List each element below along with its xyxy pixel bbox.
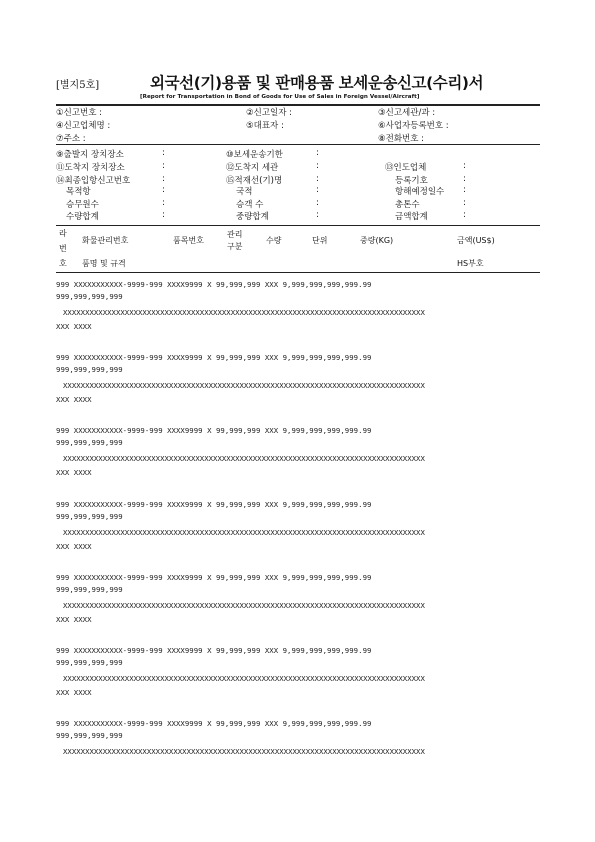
transport-field-1: ⑩보세운송기한 — [226, 150, 283, 160]
item-3-amount-line: 999,999,999,999 — [56, 511, 123, 521]
transport-field-6: ⑮적재선(기)명 — [226, 176, 283, 186]
form-number: [별지5호] — [56, 80, 100, 91]
transport-field-2: ⑪도착지 장치장소 — [56, 163, 125, 173]
item-6-main-line: 999 XXXXXXXXXXX-9999-999 XXXX9999 X 99,999,999 XXX 9,999,999,999,999.99 — [56, 719, 372, 729]
item-1-amount-line: 999,999,999,999 — [56, 365, 123, 375]
transport-field-16: 금액합계 — [395, 212, 428, 222]
transport-field-colon-10: : — [463, 185, 466, 195]
top-field-4: ⑤대표자 : — [246, 121, 284, 131]
transport-field-12: 승객 수 — [236, 200, 264, 210]
line-no-label-3: 호 — [59, 259, 67, 268]
item-1-description-line: XXXXXXXXXXXXXXXXXXXXXXXXXXXXXXXXXXXXXXXXXXXXXXXXXXXXXXXXXXXXXXXXXXXXXXXXXXXXXXXXXX — [63, 381, 425, 391]
top-field-7: ⑧전화번호 : — [378, 134, 425, 144]
transport-field-colon-16: : — [463, 210, 466, 220]
transport-field-colon-4: : — [463, 161, 466, 171]
form-subtitle: [Report for Transportation in Bond of Goods for Use of Sales in Foreign Vessel/Aircraft] — [140, 94, 420, 100]
item-4-description-line: XXXXXXXXXXXXXXXXXXXXXXXXXXXXXXXXXXXXXXXXXXXXXXXXXXXXXXXXXXXXXXXXXXXXXXXXXXXXXXXXXX — [63, 600, 425, 610]
top-field-2: ③신고세관/과 : — [378, 108, 436, 118]
transport-field-colon-5: : — [162, 174, 165, 184]
item-2-hs-line: XXX XXXX — [56, 468, 92, 478]
top-field-0: ①신고번호 : — [56, 108, 103, 118]
item-3-main-line: 999 XXXXXXXXXXX-9999-999 XXXX9999 X 99,999,999 XXX 9,999,999,999,999.99 — [56, 499, 372, 509]
transport-field-14: 수량합계 — [66, 212, 99, 222]
item-4-main-line: 999 XXXXXXXXXXX-9999-999 XXXX9999 X 99,999,999 XXX 9,999,999,999,999.99 — [56, 572, 372, 582]
item-6-amount-line: 999,999,999,999 — [56, 731, 123, 741]
item-5-hs-line: XXX XXXX — [56, 688, 92, 697]
transport-field-10: 항해예정일수 — [395, 187, 445, 197]
quantity-header: 수량 — [266, 236, 282, 245]
transport-field-15: 중량합계 — [236, 212, 269, 222]
top-field-3: ④신고업체명 : — [56, 121, 111, 131]
item-0-hs-line: XXX XXXX — [56, 322, 92, 331]
transport-field-colon-9: : — [316, 185, 319, 195]
item-0-amount-line: 999,999,999,999 — [56, 292, 123, 301]
transport-field-11: 승무원수 — [66, 200, 99, 210]
item-2-amount-line: 999,999,999,999 — [56, 438, 123, 448]
form-title: 외국선(기)용품 및 판매용품 보세운송신고(수리)서 — [150, 74, 484, 92]
transport-field-colon-14: : — [162, 210, 165, 220]
top-field-1: ②신고일자 : — [246, 108, 293, 118]
item-2-description-line: XXXXXXXXXXXXXXXXXXXXXXXXXXXXXXXXXXXXXXXXXXXXXXXXXXXXXXXXXXXXXXXXXXXXXXXXXXXXXXXXXX — [63, 454, 425, 464]
transport-field-colon-0: : — [162, 148, 165, 158]
item-0-main-line: 999 XXXXXXXXXXX-9999-999 XXXX9999 X 99,999,999 XXX 9,999,999,999,999.99 — [56, 280, 372, 289]
transport-field-colon-6: : — [316, 174, 319, 184]
item-4-amount-line: 999,999,999,999 — [56, 584, 123, 594]
transport-field-7: 등록기호 — [395, 176, 428, 186]
item-1-main-line: 999 XXXXXXXXXXX-9999-999 XXXX9999 X 99,999,999 XXX 9,999,999,999,999.99 — [56, 353, 372, 363]
transport-field-colon-1: : — [316, 148, 319, 158]
transport-field-13: 총톤수 — [395, 200, 420, 210]
transport-field-colon-11: : — [162, 198, 165, 208]
header-bottom-rule — [56, 272, 540, 273]
transport-field-9: 국적 — [236, 187, 253, 197]
line-no-label-1: 라 — [59, 229, 67, 238]
unit-header: 단위 — [312, 236, 328, 245]
item-5-amount-line: 999,999,999,999 — [56, 658, 123, 667]
transport-field-colon-2: : — [162, 161, 165, 171]
transport-field-3: ⑫도착지 세관 — [226, 163, 279, 173]
item-4-hs-line: XXX XXXX — [56, 614, 92, 624]
section-rule-1 — [56, 144, 540, 145]
transport-field-4: ⑬인도업체 — [385, 163, 427, 173]
cargo-mgmt-no-header: 화물관리번호 — [82, 236, 129, 245]
amount-header: 금액(US$) — [457, 236, 495, 245]
hs-code-header: HS부호 — [457, 259, 484, 268]
mgmt-class-header-2: 구분 — [227, 242, 243, 251]
section-rule-2 — [56, 225, 540, 226]
transport-field-8: 목적항 — [66, 187, 91, 197]
item-6-description-line: XXXXXXXXXXXXXXXXXXXXXXXXXXXXXXXXXXXXXXXXXXXXXXXXXXXXXXXXXXXXXXXXXXXXXXXXXXXXXXXXXX — [63, 747, 425, 757]
weight-header: 중량(KG) — [360, 236, 394, 245]
item-1-hs-line: XXX XXXX — [56, 395, 92, 405]
item-5-description-line: XXXXXXXXXXXXXXXXXXXXXXXXXXXXXXXXXXXXXXXXXXXXXXXXXXXXXXXXXXXXXXXXXXXXXXXXXXXXXXXXXX — [63, 674, 425, 683]
transport-field-0: ⑨출발지 장치장소 — [56, 150, 124, 160]
transport-field-colon-13: : — [463, 198, 466, 208]
transport-field-colon-3: : — [316, 161, 319, 171]
top-rule — [56, 104, 540, 106]
transport-field-colon-12: : — [316, 198, 319, 208]
item-2-main-line: 999 XXXXXXXXXXX-9999-999 XXXX9999 X 99,999,999 XXX 9,999,999,999,999.99 — [56, 426, 372, 436]
line-no-label-2: 번 — [59, 244, 67, 253]
transport-field-colon-8: : — [162, 185, 165, 195]
transport-field-colon-7: : — [463, 174, 466, 184]
top-field-5: ⑥사업자등록번호 : — [378, 121, 449, 131]
item-3-description-line: XXXXXXXXXXXXXXXXXXXXXXXXXXXXXXXXXXXXXXXXXXXXXXXXXXXXXXXXXXXXXXXXXXXXXXXXXXXXXXXXXX — [63, 527, 425, 537]
item-name-header: 품명 및 규격 — [82, 259, 126, 268]
transport-field-5: ⑭최종입항신고번호 — [56, 176, 131, 186]
item-3-hs-line: XXX XXXX — [56, 541, 92, 551]
top-field-6: ⑦주소 : — [56, 134, 86, 144]
mgmt-class-header-1: 관리 — [227, 230, 243, 239]
item-0-description-line: XXXXXXXXXXXXXXXXXXXXXXXXXXXXXXXXXXXXXXXXXXXXXXXXXXXXXXXXXXXXXXXXXXXXXXXXXXXXXXXXXX — [63, 308, 425, 317]
transport-field-colon-15: : — [316, 210, 319, 220]
item-no-header: 품목번호 — [173, 236, 204, 245]
item-5-main-line: 999 XXXXXXXXXXX-9999-999 XXXX9999 X 99,999,999 XXX 9,999,999,999,999.99 — [56, 646, 372, 655]
